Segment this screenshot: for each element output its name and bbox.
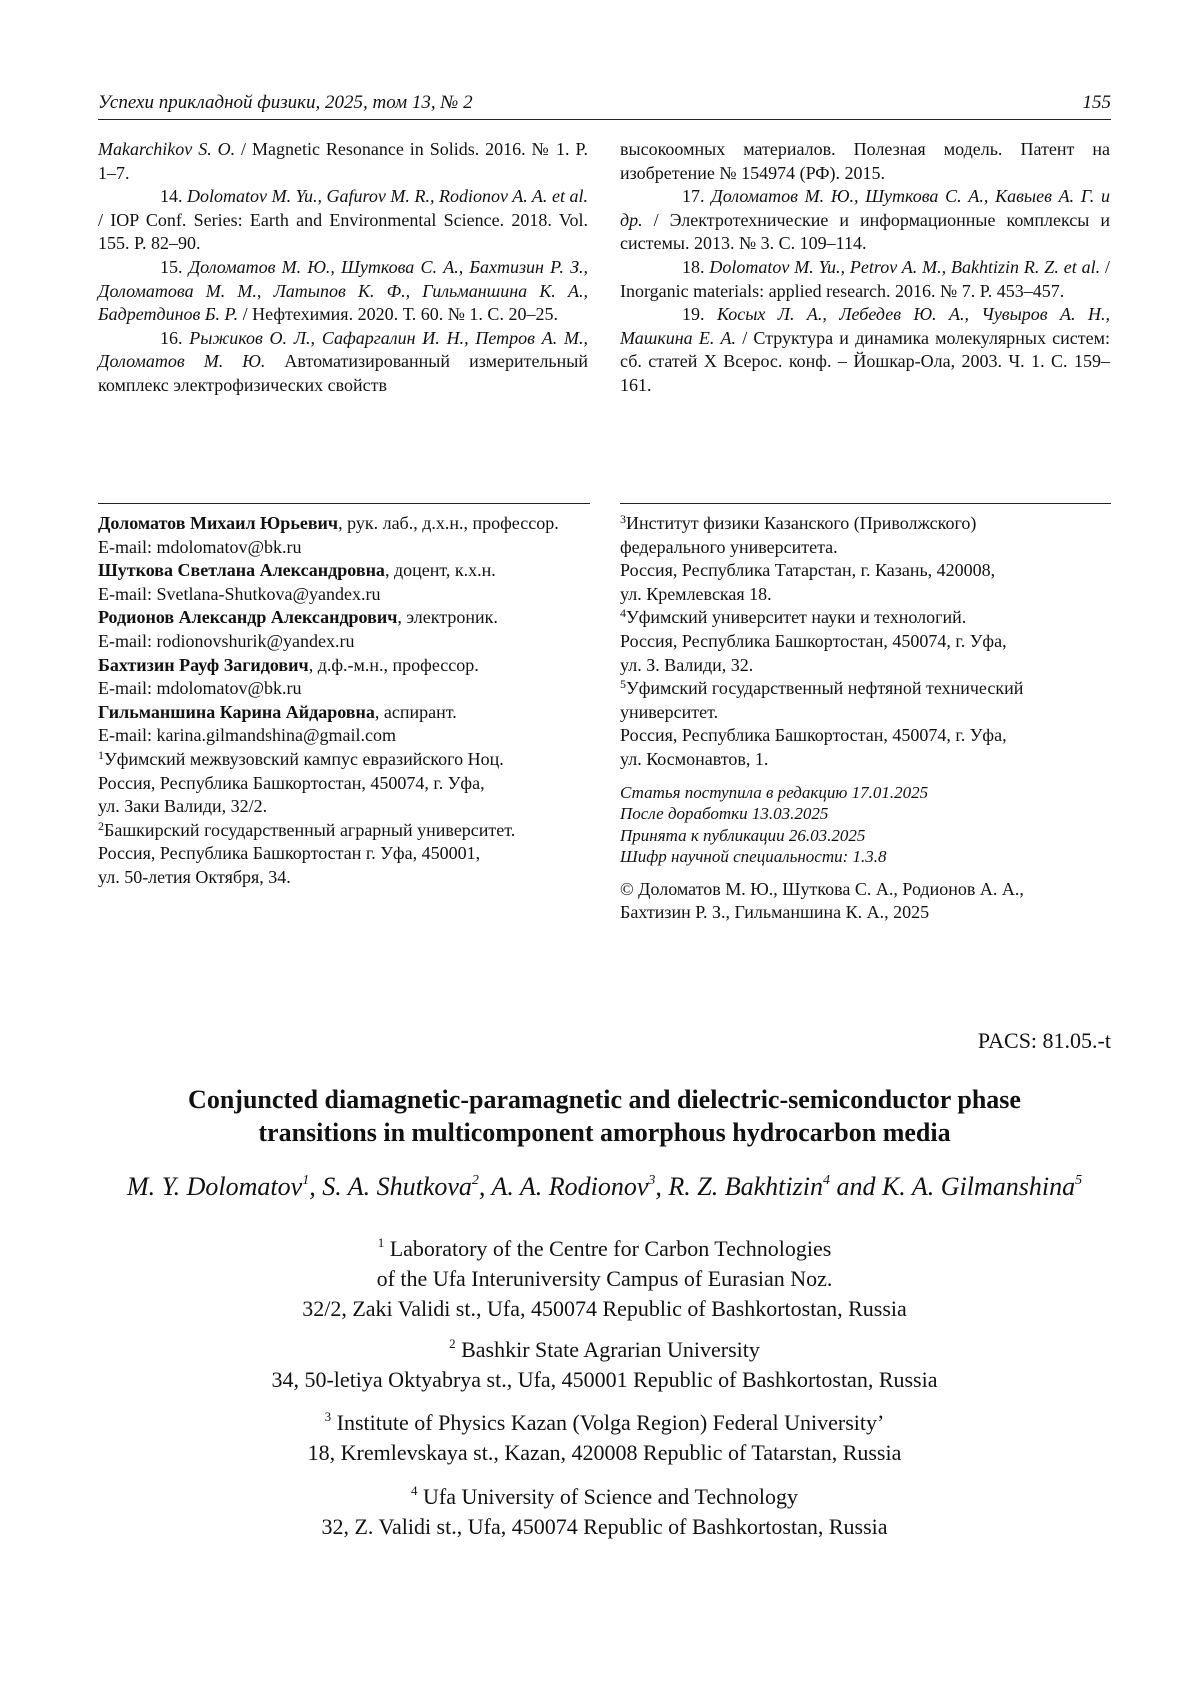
author-email: E-mail: Svetlana-Shutkova@yandex.ru <box>98 583 590 607</box>
ru-affiliation-1: 1Уфимский межвузовский кампус евразийского Ноц. Россия, Республика Башкортостан, 450074, г. Уфа, ул. Заки Валиди, 32/2. <box>98 748 590 819</box>
ru-affiliation-3: 3Институт физики Казанского (Приволжского) федерального университета. Россия, Республика Татарстан, г. Казань, 420008, ул. Кремлевская 18. <box>620 512 1111 606</box>
reference-item: 17. Доломатов М. Ю., Шуткова С. А., Кавыев А. Г. и др. / Электротехнические и информационные комплексы и системы. 2013. № 3. С. 109–114. <box>620 185 1110 256</box>
author-email: E-mail: karina.gilmandshina@gmail.com <box>98 724 590 748</box>
author-entry: Родионов Александр Александрович, электроник. <box>98 606 590 630</box>
author-email: E-mail: rodionovshurik@yandex.ru <box>98 630 590 654</box>
author-entry: Доломатов Михаил Юрьевич, рук. лаб., д.х.н., профессор. <box>98 512 590 536</box>
pacs-code: PACS: 81.05.-t <box>978 1028 1111 1054</box>
affiliation-info-column <box>620 503 1111 925</box>
author-email: E-mail: mdolomatov@bk.ru <box>98 536 590 560</box>
reference-item: 16. Рыжиков О. Л., Сафаргалин И. Н., Петров А. М., Доломатов М. Ю. Автоматизированный измерительный комплекс электрофизических свойств <box>98 327 588 398</box>
reference-item: Makarchikov S. O. / Magnetic Resonance in Solids. 2016. № 1. P. 1–7. <box>98 138 588 185</box>
reference-item: 15. Доломатов М. Ю., Шуткова С. А., Бахтизин Р. З., Доломатова М. М., Латыпов К. Ф., Гильманшина К. А., Бадретдинов Б. Р. / Нефтехимия. 2020. Т. 60. № 1. С. 20–25. <box>98 256 588 327</box>
author-email: E-mail: mdolomatov@bk.ru <box>98 677 590 701</box>
ru-affiliation-5: 5Уфимский государственный нефтяной технический университет. Россия, Республика Башкортостан, 450074, г. Уфа, ул. Космонавтов, 1. <box>620 677 1111 771</box>
publication-dates: Статья поступила в редакцию 17.01.2025 После доработки 13.03.2025 Принята к публикации 26.03.2025 Шифр научной специальности: 1.3.8 <box>620 782 1111 868</box>
en-affiliation-2: 2 Bashkir State Agrarian University 34, 50-letiya Oktyabrya st., Ufa, 450001 Republic of Bashkortostan, Russia <box>98 1335 1111 1395</box>
author-entry: Шуткова Светлана Александровна, доцент, к.х.н. <box>98 559 590 583</box>
en-affiliation-1: 1 Laboratory of the Centre for Carbon Technologies of the Ufa Interuniversity Campus of Eurasian Noz. 32/2, Zaki Validi st., Ufa, 450074 Republic of Bashkortostan, Russia <box>98 1234 1111 1324</box>
reference-item: 14. Dolomatov M. Yu., Gafurov M. R., Rodionov A. A. et al. / IOP Conf. Series: Earth and Environmental Science. 2018. Vol. 155. P. 82–90. <box>98 185 588 256</box>
references-right-column <box>620 138 1110 398</box>
running-header <box>98 92 1111 120</box>
author-entry: Бахтизин Рауф Загидович, д.ф.-м.н., профессор. <box>98 654 590 678</box>
author-info-column <box>98 503 590 890</box>
reference-item: высокоомных материалов. Полезная модель. Патент на изобретение № 154974 (РФ). 2015. <box>620 138 1110 185</box>
article-title: Conjuncted diamagnetic-paramagnetic and dielectric-semiconductor phase transitions in multicomponent amorphous hydrocarbon media <box>98 1083 1111 1149</box>
ru-affiliation-4: 4Уфимский университет науки и технологий. Россия, Республика Башкортостан, 450074, г. Уфа, ул. З. Валиди, 32. <box>620 606 1111 677</box>
copyright-notice: © Доломатов М. Ю., Шуткова С. А., Родионов А. А., Бахтизин Р. З., Гильманшина К. А., 2025 <box>620 878 1111 925</box>
ru-affiliation-2: 2Башкирский государственный аграрный университет. Россия, Республика Башкортостан г. Уфа, 450001, ул. 50-летия Октября, 34. <box>98 819 590 890</box>
journal-title: Успехи прикладной физики, 2025, том 13, № 2 <box>98 92 473 114</box>
author-entry: Гильманшина Карина Айдаровна, аспирант. <box>98 701 590 725</box>
en-affiliation-3: 3 Institute of Physics Kazan (Volga Region) Federal University’ 18, Kremlevskaya st., Kazan, 420008 Republic of Tatarstan, Russia <box>98 1408 1111 1468</box>
article-authors: M. Y. Dolomatov1, S. A. Shutkova2, A. A. Rodionov3, R. Z. Bakhtizin4 and K. A. Gilmanshina5 <box>98 1172 1111 1202</box>
page-number: 155 <box>1083 92 1112 114</box>
references-left-column <box>98 138 588 398</box>
reference-item: 18. Dolomatov M. Yu., Petrov A. M., Bakhtizin R. Z. et al. / Inorganic materials: applied research. 2016. № 7. P. 453–457. <box>620 256 1110 303</box>
en-affiliation-4: 4 Ufa University of Science and Technology 32, Z. Validi st., Ufa, 450074 Republic of Bashkortostan, Russia <box>98 1482 1111 1542</box>
reference-item: 19. Косых Л. А., Лебедев Ю. А., Чувыров А. Н., Машкина Е. А. / Структура и динамика молекулярных систем: сб. статей X Всерос. конф. – Йошкар-Ола, 2003. Ч. 1. С. 159–161. <box>620 303 1110 397</box>
